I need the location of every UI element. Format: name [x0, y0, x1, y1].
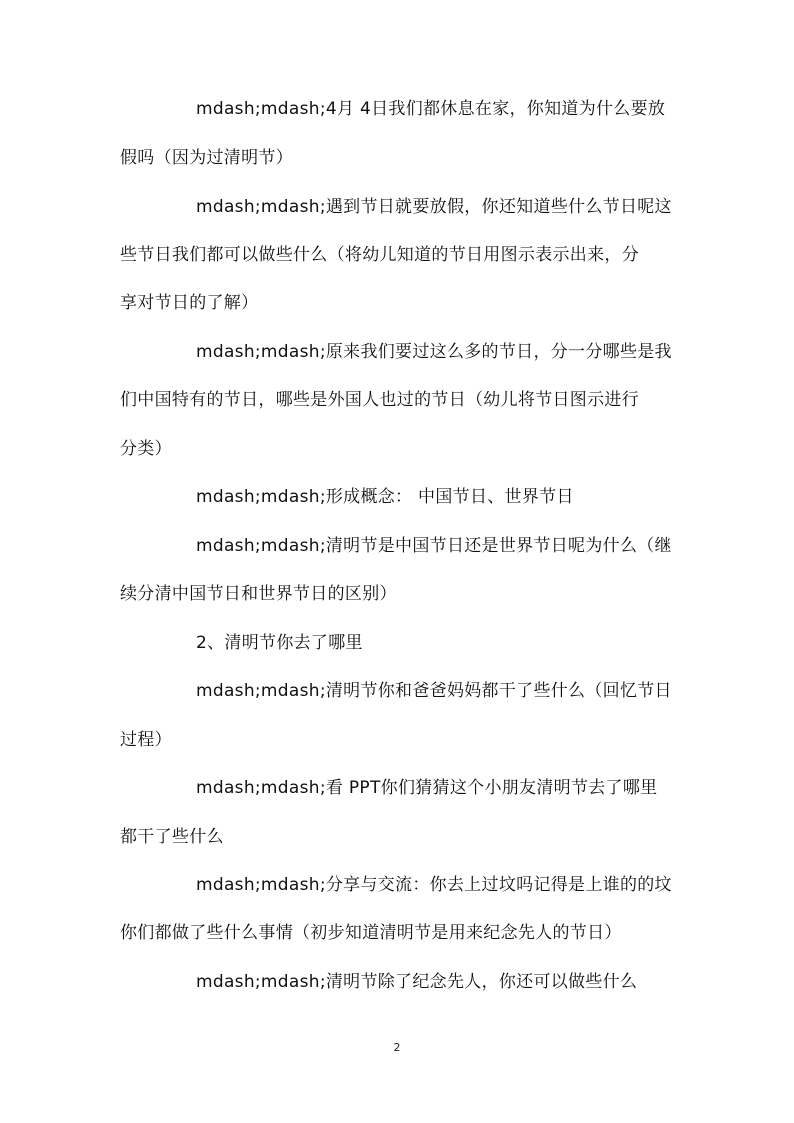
paragraph-line: 享对节日的了解）	[120, 293, 259, 313]
paragraph-line: 些节日我们都可以做些什么（将幼儿知道的节日用图示表示出来，分	[120, 245, 639, 265]
paragraph-line: 假吗（因为过清明节）	[120, 148, 293, 168]
section-heading: 2、清明节你去了哪里	[196, 633, 363, 653]
paragraph-line: 续分清中国节日和世界节日的区别）	[120, 584, 397, 604]
paragraph-line: 分类）	[120, 439, 172, 459]
paragraph-line: mdash;mdash;清明节是中国节日还是世界节日呢为什么（继	[196, 536, 672, 556]
paragraph-line: mdash;mdash;看 PPT你们猜猜这个小朋友清明节去了哪里	[196, 778, 658, 798]
paragraph-line: mdash;mdash;清明节你和爸爸妈妈都干了些什么（回忆节日	[196, 681, 672, 701]
paragraph-line: mdash;mdash;遇到节日就要放假，你还知道些什么节日呢这	[196, 197, 672, 217]
paragraph-line: mdash;mdash;分享与交流：你去上过坟吗记得是上谁的的坟	[196, 875, 672, 895]
paragraph-line: 们中国特有的节日，哪些是外国人也过的节日（幼儿将节日图示进行	[120, 390, 639, 410]
page-number: 2	[393, 1041, 401, 1054]
paragraph-line: mdash;mdash;4月 4日我们都休息在家，你知道为什么要放	[196, 99, 666, 119]
paragraph-line: 都干了些什么	[120, 827, 224, 847]
paragraph-line: 你们都做了些什么事情（初步知道清明节是用来纪念先人的节日）	[120, 923, 622, 943]
paragraph-line: mdash;mdash;形成概念： 中国节日、世界节日	[196, 487, 574, 507]
paragraph-line: mdash;mdash;清明节除了纪念先人，你还可以做些什么	[196, 972, 638, 992]
paragraph-line: 过程）	[120, 730, 172, 750]
paragraph-line: mdash;mdash;原来我们要过这么多的节日，分一分哪些是我	[196, 342, 672, 362]
